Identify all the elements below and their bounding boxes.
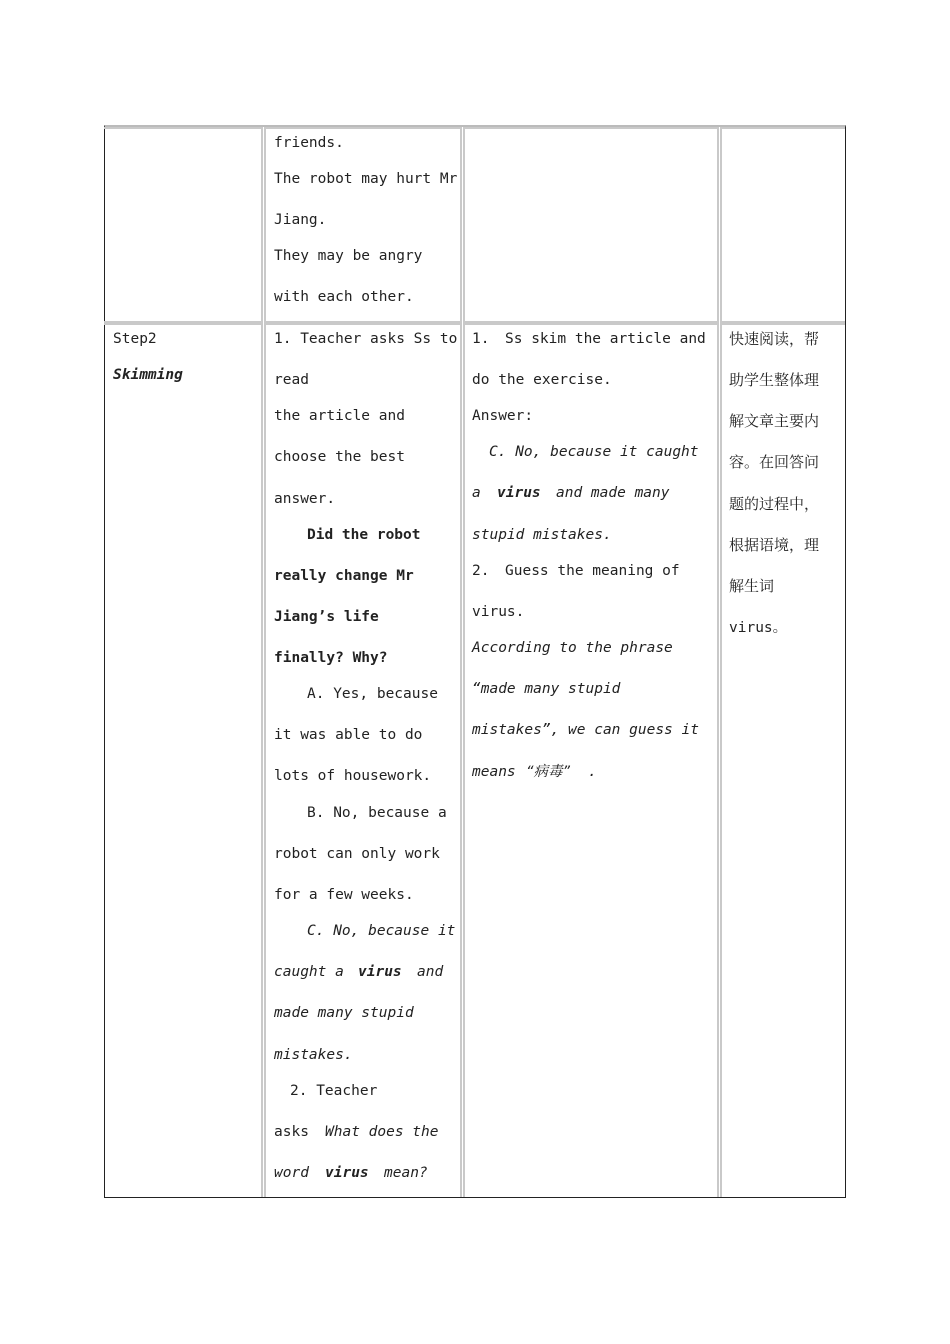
option-c-line: caught a	[274, 964, 344, 980]
option-a-line: lots of housework.	[274, 768, 432, 784]
guess-line: “病毒”	[526, 764, 571, 780]
row1-line: friends.	[274, 135, 344, 151]
teacher-line: asks	[274, 1124, 309, 1140]
student-line: 2.	[472, 563, 490, 579]
question-line: really change Mr	[274, 568, 414, 584]
teacher-line: the article and	[274, 408, 405, 424]
row1-student-cell	[463, 127, 719, 323]
row1-line: with each other.	[274, 289, 414, 305]
step-name: Skimming	[113, 367, 183, 383]
student-line: Guess the meaning of	[505, 563, 680, 579]
teacher-line: 1. Teacher asks Ss to	[274, 331, 458, 347]
answer-line: C. No, because it caught	[489, 444, 699, 460]
teacher-question: What does the	[325, 1124, 439, 1140]
purpose-line: 助学生整体理	[729, 371, 820, 389]
question-line: Did the robot	[307, 527, 421, 543]
purpose-line: 题的过程中，	[729, 495, 820, 513]
student-line: do the exercise.	[472, 372, 612, 388]
purpose-line: 快速阅读，帮	[729, 330, 820, 348]
student-line: 1.	[472, 331, 490, 347]
purpose-line: 根据语境，理	[729, 536, 820, 554]
guess-line: “made many stupid	[472, 681, 621, 697]
row1-step-cell	[104, 127, 263, 323]
guess-line: According to the phrase	[472, 640, 673, 656]
virus-keyword: virus	[358, 964, 402, 980]
row1-line: The robot may hurt Mr	[274, 171, 458, 187]
virus-keyword: virus	[325, 1165, 369, 1181]
option-b-line: B. No, because a	[307, 805, 447, 821]
question-line: Jiang’s life	[274, 609, 379, 625]
answer-line: and made many	[556, 485, 670, 501]
purpose-line: 容。在回答问	[729, 453, 820, 471]
purpose-line: 解生词	[729, 577, 775, 595]
option-c-line: and	[417, 964, 444, 980]
teacher-line: answer.	[274, 491, 336, 507]
guess-line: mistakes”, we can guess it	[472, 722, 699, 738]
option-a-line: it was able to do	[274, 727, 423, 743]
option-a-line: A. Yes, because	[307, 686, 438, 702]
row1-line: Jiang.	[274, 212, 327, 228]
purpose-line: virus。	[729, 620, 788, 636]
purpose-line: 解文章主要内	[729, 412, 820, 430]
student-line: Answer:	[472, 408, 534, 424]
teacher-question: mean?	[384, 1165, 428, 1181]
guess-line: .	[588, 764, 597, 780]
answer-line: stupid mistakes.	[472, 527, 612, 543]
row1-purpose-cell	[720, 127, 845, 323]
row2-step-cell	[104, 323, 263, 1197]
teacher-line: choose the best	[274, 449, 405, 465]
teacher-question: word	[274, 1165, 309, 1181]
option-c-line: mistakes.	[274, 1047, 353, 1063]
option-b-line: robot can only work	[274, 846, 440, 862]
student-line: Ss skim the article and	[505, 331, 706, 347]
step-label: Step2	[113, 331, 157, 347]
option-b-line: for a few weeks.	[274, 887, 414, 903]
option-c-line: C. No, because it	[307, 923, 456, 939]
option-c-line: made many stupid	[274, 1005, 414, 1021]
guess-line: means	[472, 764, 516, 780]
answer-line: a	[472, 485, 481, 501]
row1-line: They may be angry	[274, 248, 423, 264]
teacher-line: read	[274, 372, 309, 388]
question-line: finally? Why?	[274, 650, 388, 666]
virus-keyword: virus	[497, 485, 541, 501]
student-line: virus.	[472, 604, 525, 620]
teacher-line: 2. Teacher	[290, 1083, 378, 1099]
